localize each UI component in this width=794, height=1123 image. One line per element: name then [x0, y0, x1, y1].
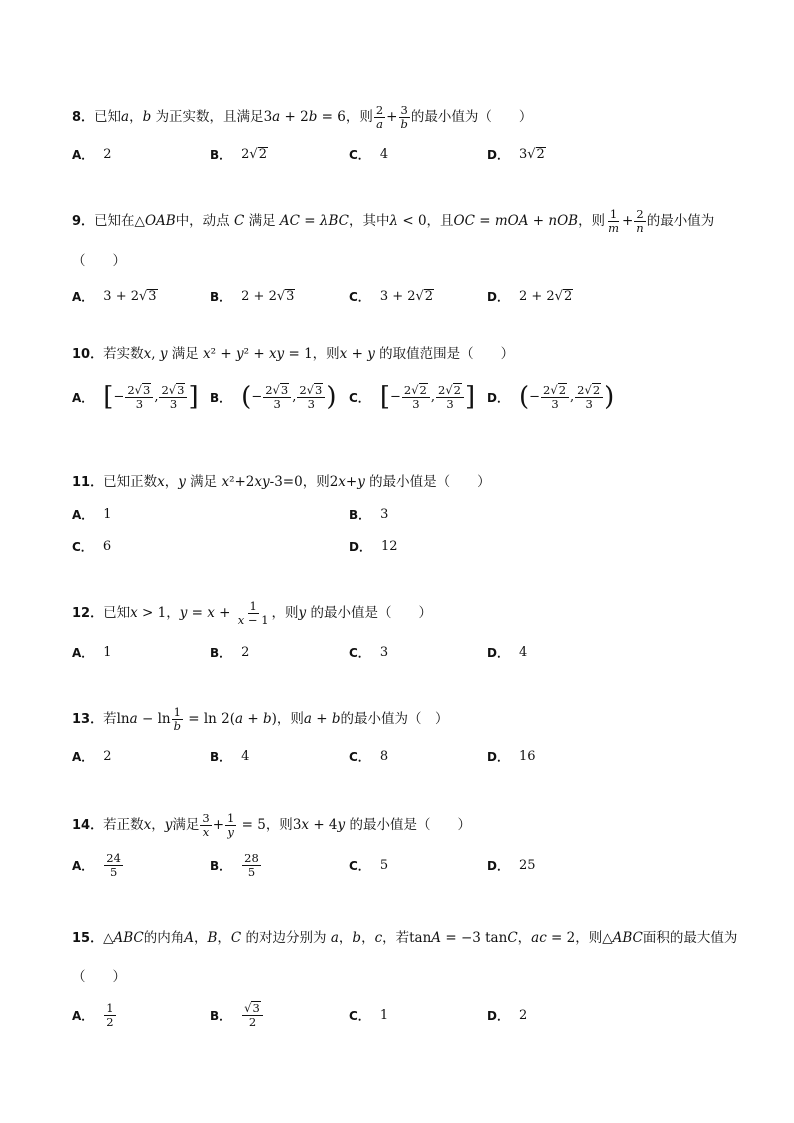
- option-label: A．: [72, 1008, 94, 1023]
- stem-text: ，则: [578, 213, 606, 229]
- option-d[interactable]: [487, 639, 527, 665]
- option-label: B．: [210, 147, 232, 162]
- math-expr: AC = λBC: [279, 213, 349, 229]
- option-label: B．: [210, 645, 232, 660]
- option-label: B．: [210, 749, 232, 764]
- question-9: [72, 208, 732, 309]
- option-c[interactable]: [349, 283, 434, 309]
- stem-text: ，若: [382, 930, 410, 946]
- math-expr: 3a + 2b = 6: [263, 109, 346, 125]
- stem-text: 已知: [94, 109, 122, 125]
- options-row: [72, 141, 732, 167]
- option-value: 3 + 2√3: [103, 288, 157, 304]
- option-value: 25: [518, 857, 536, 873]
- option-label: A．: [72, 147, 94, 162]
- math-expr: △ABC: [103, 930, 144, 946]
- option-b[interactable]: [210, 639, 249, 665]
- option-d[interactable]: [487, 845, 536, 885]
- math-expr: x² + y² + xy = 1: [203, 346, 313, 362]
- question-stem: [72, 208, 732, 235]
- stem-text: 满足: [248, 213, 276, 229]
- options-row: [72, 283, 732, 309]
- option-a[interactable]: [72, 501, 112, 527]
- option-label: C．: [349, 645, 370, 660]
- math-expr: x + y: [339, 346, 375, 362]
- question-number: 13．: [72, 712, 104, 727]
- question-stem: [72, 342, 732, 367]
- option-value: 4: [379, 146, 389, 162]
- stem-text: ，其中: [348, 213, 390, 229]
- option-b[interactable]: [210, 845, 262, 885]
- stem-text: 的内角: [143, 930, 185, 946]
- math-expr: b: [142, 109, 152, 125]
- stem-text: 面积的最大值为: [642, 930, 738, 946]
- stem-text: 的对边分别为: [245, 930, 327, 946]
- math-expr: lna − ln $\frac{1}{b}$ = ln 2(a + b): [116, 705, 277, 733]
- math-expr: x，y: [157, 474, 186, 490]
- option-value: (− $\frac{2√2}{3}$ , $\frac{2√2}{3}$ ): [518, 382, 615, 412]
- stem-text: ，则: [265, 817, 293, 833]
- option-label: D．: [487, 289, 509, 304]
- stem-text: 若: [103, 711, 117, 727]
- options-row: [72, 995, 732, 1035]
- stem-text: ，则: [345, 109, 373, 125]
- option-d[interactable]: [487, 141, 546, 167]
- stem-text: ，则: [271, 605, 299, 621]
- stem-text: 的最小值是（ ）: [310, 605, 432, 621]
- question-number: 12．: [72, 606, 104, 621]
- option-label: A．: [72, 390, 94, 405]
- option-label: A．: [72, 858, 94, 873]
- options-row: [72, 377, 732, 417]
- option-value: 3√2: [518, 146, 545, 162]
- option-value: 3: [379, 644, 389, 660]
- option-label: C．: [349, 147, 370, 162]
- options-row: [72, 743, 732, 769]
- question-stem: 15．△ABC的内角A，B，C 的对边分别为 a，b，c，若tanA = −3 tanC，ac = 2，则△ABC面积的最大值为: [72, 930, 738, 946]
- option-value: 6: [102, 538, 112, 554]
- stem-text: 的最小值是（ ）: [369, 474, 491, 490]
- option-label: A．: [72, 645, 94, 660]
- option-value: 4: [241, 748, 250, 764]
- option-d[interactable]: [349, 533, 398, 559]
- option-value: 12: [380, 538, 398, 554]
- option-label: D．: [487, 1008, 509, 1023]
- option-value: 16: [518, 748, 536, 764]
- math-expr: △ABC: [602, 930, 643, 946]
- math-expr: a + b: [303, 711, 341, 727]
- question-14: [72, 812, 732, 885]
- stem-text: ，且: [426, 213, 454, 229]
- option-value: 2: [241, 644, 250, 660]
- option-value: 2: [103, 146, 112, 162]
- option-label: B．: [210, 1008, 232, 1023]
- stem-text: 满足: [172, 817, 200, 833]
- option-c[interactable]: [349, 995, 388, 1035]
- math-expr: OC = mOA + nOB: [453, 213, 579, 229]
- stem-text: 的最小值为（ ）: [340, 711, 449, 727]
- option-value: 8: [379, 748, 389, 764]
- question-number: 8．: [72, 110, 95, 125]
- option-c[interactable]: [349, 845, 388, 885]
- option-label: D．: [349, 539, 371, 554]
- options-row: [72, 845, 732, 885]
- option-value: $\frac{28}{5}$: [244, 850, 259, 879]
- question-number: 11．: [72, 475, 104, 490]
- math-expr: $\frac{1}{m}$ + $\frac{2}{n}$: [608, 207, 644, 235]
- option-value: [− $\frac{2√2}{3}$ , $\frac{2√2}{3}$ ]: [379, 382, 476, 412]
- stem-text: ，则: [276, 711, 304, 727]
- option-label: D．: [487, 390, 509, 405]
- option-d[interactable]: [487, 377, 614, 417]
- question-11: [72, 470, 732, 559]
- stem-text: 若正数: [103, 817, 144, 833]
- option-d[interactable]: [487, 995, 527, 1035]
- math-expr: x²+2xy-3=0: [221, 474, 303, 490]
- option-value: 2√2: [241, 146, 267, 162]
- option-value: $\frac{1}{2}$: [106, 1000, 114, 1029]
- question-stem-line2: （ ）: [72, 969, 126, 985]
- stem-text: ，则: [302, 474, 330, 490]
- question-stem: [72, 706, 732, 733]
- stem-text: ，则: [575, 930, 603, 946]
- question-number: 10．: [72, 347, 104, 362]
- option-b[interactable]: [210, 743, 249, 769]
- question-15: [72, 926, 738, 1035]
- stem-text: 满足: [190, 474, 218, 490]
- option-value: 3 + 2√2: [379, 288, 434, 304]
- option-label: A．: [72, 507, 94, 522]
- math-expr: λ < 0: [389, 213, 427, 229]
- math-expr: tanA = −3 tanC: [409, 930, 518, 946]
- stem-text: 若实数: [103, 346, 144, 362]
- option-b[interactable]: [210, 141, 268, 167]
- math-expr: ac = 2: [531, 930, 576, 946]
- option-c[interactable]: [72, 533, 111, 559]
- option-label: D．: [487, 645, 509, 660]
- stem-text: 中，动点: [175, 213, 230, 229]
- question-stem: 8．已知a，b 为正实数，且满足3a + 2b = 6，则 $\frac{2}{a}$ + $\frac{3}{b}$ 的最小值为（ ）: [72, 103, 533, 131]
- option-label: B．: [210, 289, 232, 304]
- stem-text: 的最小值为（ ）: [410, 109, 533, 125]
- option-value: 2: [103, 748, 112, 764]
- option-label: B．: [210, 390, 232, 405]
- option-a[interactable]: [72, 283, 158, 309]
- option-value: 1: [103, 644, 112, 660]
- option-label: C．: [349, 1008, 370, 1023]
- option-label: C．: [349, 749, 370, 764]
- option-value: 1: [103, 506, 112, 522]
- option-label: B．: [349, 507, 371, 522]
- option-b[interactable]: [210, 995, 264, 1035]
- option-value: (− $\frac{2√3}{3}$ , $\frac{2√3}{3}$ ): [241, 382, 337, 412]
- options-row: [72, 533, 732, 559]
- option-value: 1: [379, 1007, 389, 1023]
- option-label: A．: [72, 749, 94, 764]
- option-label: B．: [210, 858, 232, 873]
- option-value: 2 + 2√3: [241, 288, 295, 304]
- stem-text: 已知: [103, 605, 131, 621]
- question-stem: [72, 470, 732, 495]
- option-d[interactable]: [487, 743, 536, 769]
- math-expr: $\frac{2}{a}$ + $\frac{3}{b}$: [375, 103, 408, 131]
- stem-text: 已知在: [94, 213, 135, 229]
- options-row: [72, 501, 732, 527]
- option-d[interactable]: [487, 283, 573, 309]
- option-c[interactable]: [349, 743, 388, 769]
- option-label: C．: [349, 390, 370, 405]
- stem-text: 满足: [171, 346, 199, 362]
- math-expr: x, y: [143, 346, 168, 362]
- option-c[interactable]: [349, 639, 388, 665]
- option-value: 2: [518, 1007, 528, 1023]
- question-stem-line2: （ ）: [72, 253, 126, 269]
- question-stem: 12．已知x > 1，y = x + $\frac{1}{x - 1}$ ，则y 的最小值是（ ）: [72, 599, 432, 627]
- stem-text: ，则: [312, 346, 340, 362]
- option-label: D．: [487, 858, 509, 873]
- option-c[interactable]: [349, 377, 475, 417]
- option-b[interactable]: [210, 377, 336, 417]
- option-a[interactable]: [72, 743, 112, 769]
- option-value: 5: [379, 857, 389, 873]
- option-b[interactable]: [210, 283, 295, 309]
- math-expr: a，b，c: [330, 930, 383, 946]
- option-a[interactable]: [72, 141, 112, 167]
- option-value: 4: [518, 644, 528, 660]
- math-expr: $\frac{3}{x}$ + $\frac{1}{y}$ = 5: [202, 811, 266, 839]
- question-12: [72, 600, 732, 665]
- option-label: C．: [72, 539, 93, 554]
- option-c[interactable]: [349, 141, 388, 167]
- option-value: 3: [380, 506, 389, 522]
- stem-text: 的取值范围是（ ）: [379, 346, 515, 362]
- question-8: [72, 104, 732, 167]
- stem-text: 为正实数，且满足: [155, 109, 264, 125]
- math-expr: x > 1: [130, 605, 167, 621]
- option-a[interactable]: [72, 639, 112, 665]
- option-b[interactable]: [349, 501, 388, 527]
- math-expr: 2x+y: [329, 474, 365, 490]
- stem-text: 的最小值为: [646, 213, 715, 229]
- math-expr: x，y: [143, 817, 173, 833]
- option-value: [− $\frac{2√3}{3}$ , $\frac{2√3}{3}$ ]: [103, 382, 199, 412]
- option-label: C．: [349, 858, 370, 873]
- question-10: [72, 342, 732, 417]
- option-label: C．: [349, 289, 370, 304]
- math-expr: △OAB: [134, 213, 176, 229]
- question-number: 14．: [72, 818, 104, 833]
- option-label: A．: [72, 289, 94, 304]
- option-value: 2 + 2√2: [518, 288, 573, 304]
- option-value: $\frac{24}{5}$: [106, 850, 121, 879]
- option-label: D．: [487, 147, 509, 162]
- math-expr: a: [121, 109, 130, 125]
- option-a[interactable]: [72, 377, 199, 417]
- question-number: 9．: [72, 214, 95, 229]
- math-expr: C: [233, 213, 245, 229]
- option-value: $\frac{√3}{2}$: [241, 1001, 264, 1029]
- option-a[interactable]: [72, 995, 117, 1035]
- options-row: [72, 639, 732, 665]
- question-13: [72, 706, 732, 769]
- question-stem: [72, 812, 732, 839]
- option-a[interactable]: [72, 845, 124, 885]
- math-expr: A，B，C: [184, 930, 242, 946]
- stem-text: 的最小值是（ ）: [349, 817, 471, 833]
- question-number: 15．: [72, 931, 104, 946]
- math-expr: y = x + $\frac{1}{x - 1}$: [179, 599, 269, 627]
- math-expr: y: [298, 605, 307, 621]
- option-label: D．: [487, 749, 509, 764]
- stem-text: 已知正数: [103, 474, 158, 490]
- math-expr: 3x + 4y: [292, 817, 346, 833]
